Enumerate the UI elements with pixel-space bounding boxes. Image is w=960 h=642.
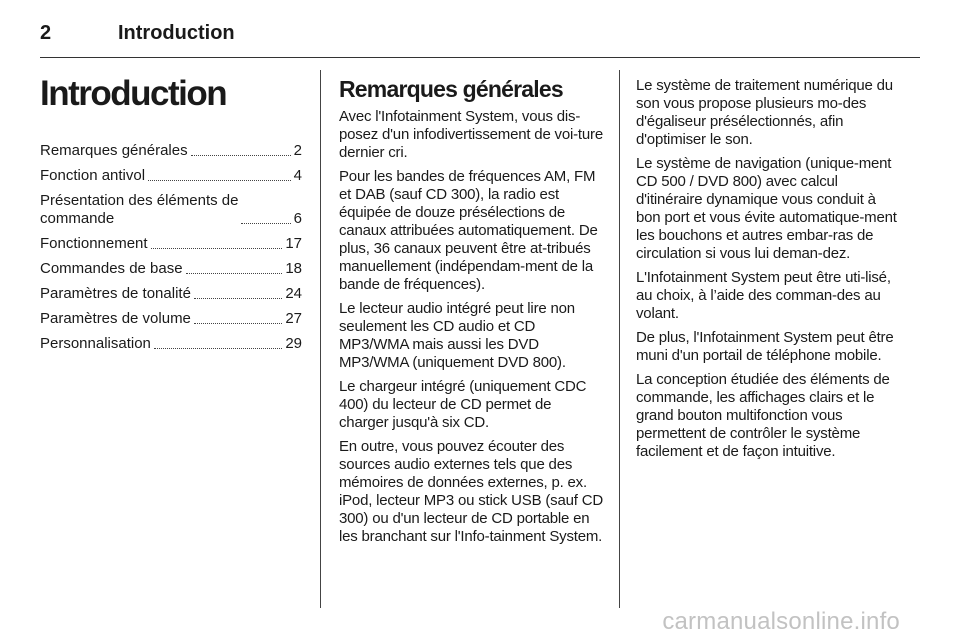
toc-item-label: Remarques générales [40, 142, 188, 159]
toc-item[interactable] [40, 260, 302, 278]
toc-item[interactable] [40, 167, 302, 185]
toc-leader [194, 323, 282, 324]
table-of-contents [40, 142, 302, 353]
toc-item[interactable] [40, 310, 302, 328]
body-paragraph: En outre, vous pouvez écouter des sources audio externes tels que des mémoires de données externes, p. ex. iPod, lecteur MP3 ou stick USB (sauf CD 300) ou d'un lecteur de CD portable en les branchant sur l'Info-tainment System. [339, 438, 603, 545]
body-column-3 [636, 68, 902, 467]
toc-item-label: Paramètres de tonalité [40, 285, 191, 302]
toc-item-page: 2 [293, 142, 302, 159]
watermark: carmanualsonline.info [662, 608, 900, 635]
toc-item-page: 4 [293, 167, 302, 184]
chapter-title: Introduction [40, 74, 227, 113]
toc-item[interactable] [40, 335, 302, 353]
toc-item-page: 24 [285, 285, 302, 302]
header-rule [40, 57, 920, 58]
toc-item-page: 18 [285, 260, 302, 277]
column-divider [320, 70, 321, 608]
toc-leader [186, 273, 283, 274]
toc-item-page: 17 [285, 235, 302, 252]
page-number: 2 [40, 21, 52, 44]
body-paragraph: Avec l'Infotainment System, vous dis-posez d'un infodivertissement de voi-ture dernier cri. [339, 108, 603, 161]
toc-item-label: Présentation des éléments de commande [40, 192, 239, 227]
toc-item[interactable] [40, 235, 302, 253]
toc-leader [151, 248, 283, 249]
toc-item-label: Personnalisation [40, 335, 151, 352]
toc-leader [148, 180, 291, 181]
column-divider [619, 70, 620, 608]
body-column-2 [339, 68, 603, 552]
body-paragraph: Le système de navigation (unique-ment CD 500 / DVD 800) avec calcul d'itinéraire dynamique vous conduit à bon port et vous évite automatique-ment les bouchons et autres embar-ras de circulation si vous lui deman-dez. [636, 155, 897, 262]
body-paragraph: Le chargeur intégré (uniquement CDC 400) du lecteur de CD permet de charger jusqu'à six CD. [339, 378, 587, 431]
body-paragraph: Pour les bandes de fréquences AM, FM et DAB (sauf CD 300), la radio est équipée de douze présélections de canaux attribuées automatiquement. De plus, 36 canaux peuvent être at-tribués manuellement (indépendam-ment de la bande de fréquences). [339, 168, 598, 293]
body-paragraph: La conception étudiée des éléments de commande, les affichages clairs et le grand bouton multifonction vous permettent de contrôler le système facilement et de façon intuitive. [636, 371, 890, 460]
toc-item-label: Fonctionnement [40, 235, 148, 252]
body-paragraph: De plus, l'Infotainment System peut être muni d'un portail de téléphone mobile. [636, 329, 894, 364]
toc-leader [191, 155, 291, 156]
toc-item-page: 29 [285, 335, 302, 352]
toc-item-label: Paramètres de volume [40, 310, 191, 327]
toc-column [40, 68, 302, 360]
toc-item-page: 6 [293, 210, 302, 227]
toc-leader [154, 348, 282, 349]
toc-item-page: 27 [285, 310, 302, 327]
toc-item[interactable] [40, 192, 302, 228]
toc-item-label: Fonction antivol [40, 167, 146, 184]
page-header [40, 17, 235, 49]
body-paragraph: L'Infotainment System peut être uti-lisé, au choix, à l’aide des comman-des au volant. [636, 269, 891, 322]
section-heading: Remarques générales [339, 76, 563, 102]
toc-leader [194, 298, 282, 299]
body-paragraph: Le système de traitement numérique du son vous propose plusieurs mo-des d'égaliseur présélectionnés, afin d'optimiser le son. [636, 77, 893, 148]
body-paragraph: Le lecteur audio intégré peut lire non seulement les CD audio et CD MP3/WMA mais aussi les DVD MP3/WMA (uniquement DVD 800). [339, 300, 575, 371]
running-title: Introduction [118, 21, 235, 44]
toc-item-label: Commandes de base [40, 260, 183, 277]
toc-item[interactable] [40, 142, 302, 160]
toc-leader [241, 223, 290, 224]
toc-item[interactable] [40, 285, 302, 303]
